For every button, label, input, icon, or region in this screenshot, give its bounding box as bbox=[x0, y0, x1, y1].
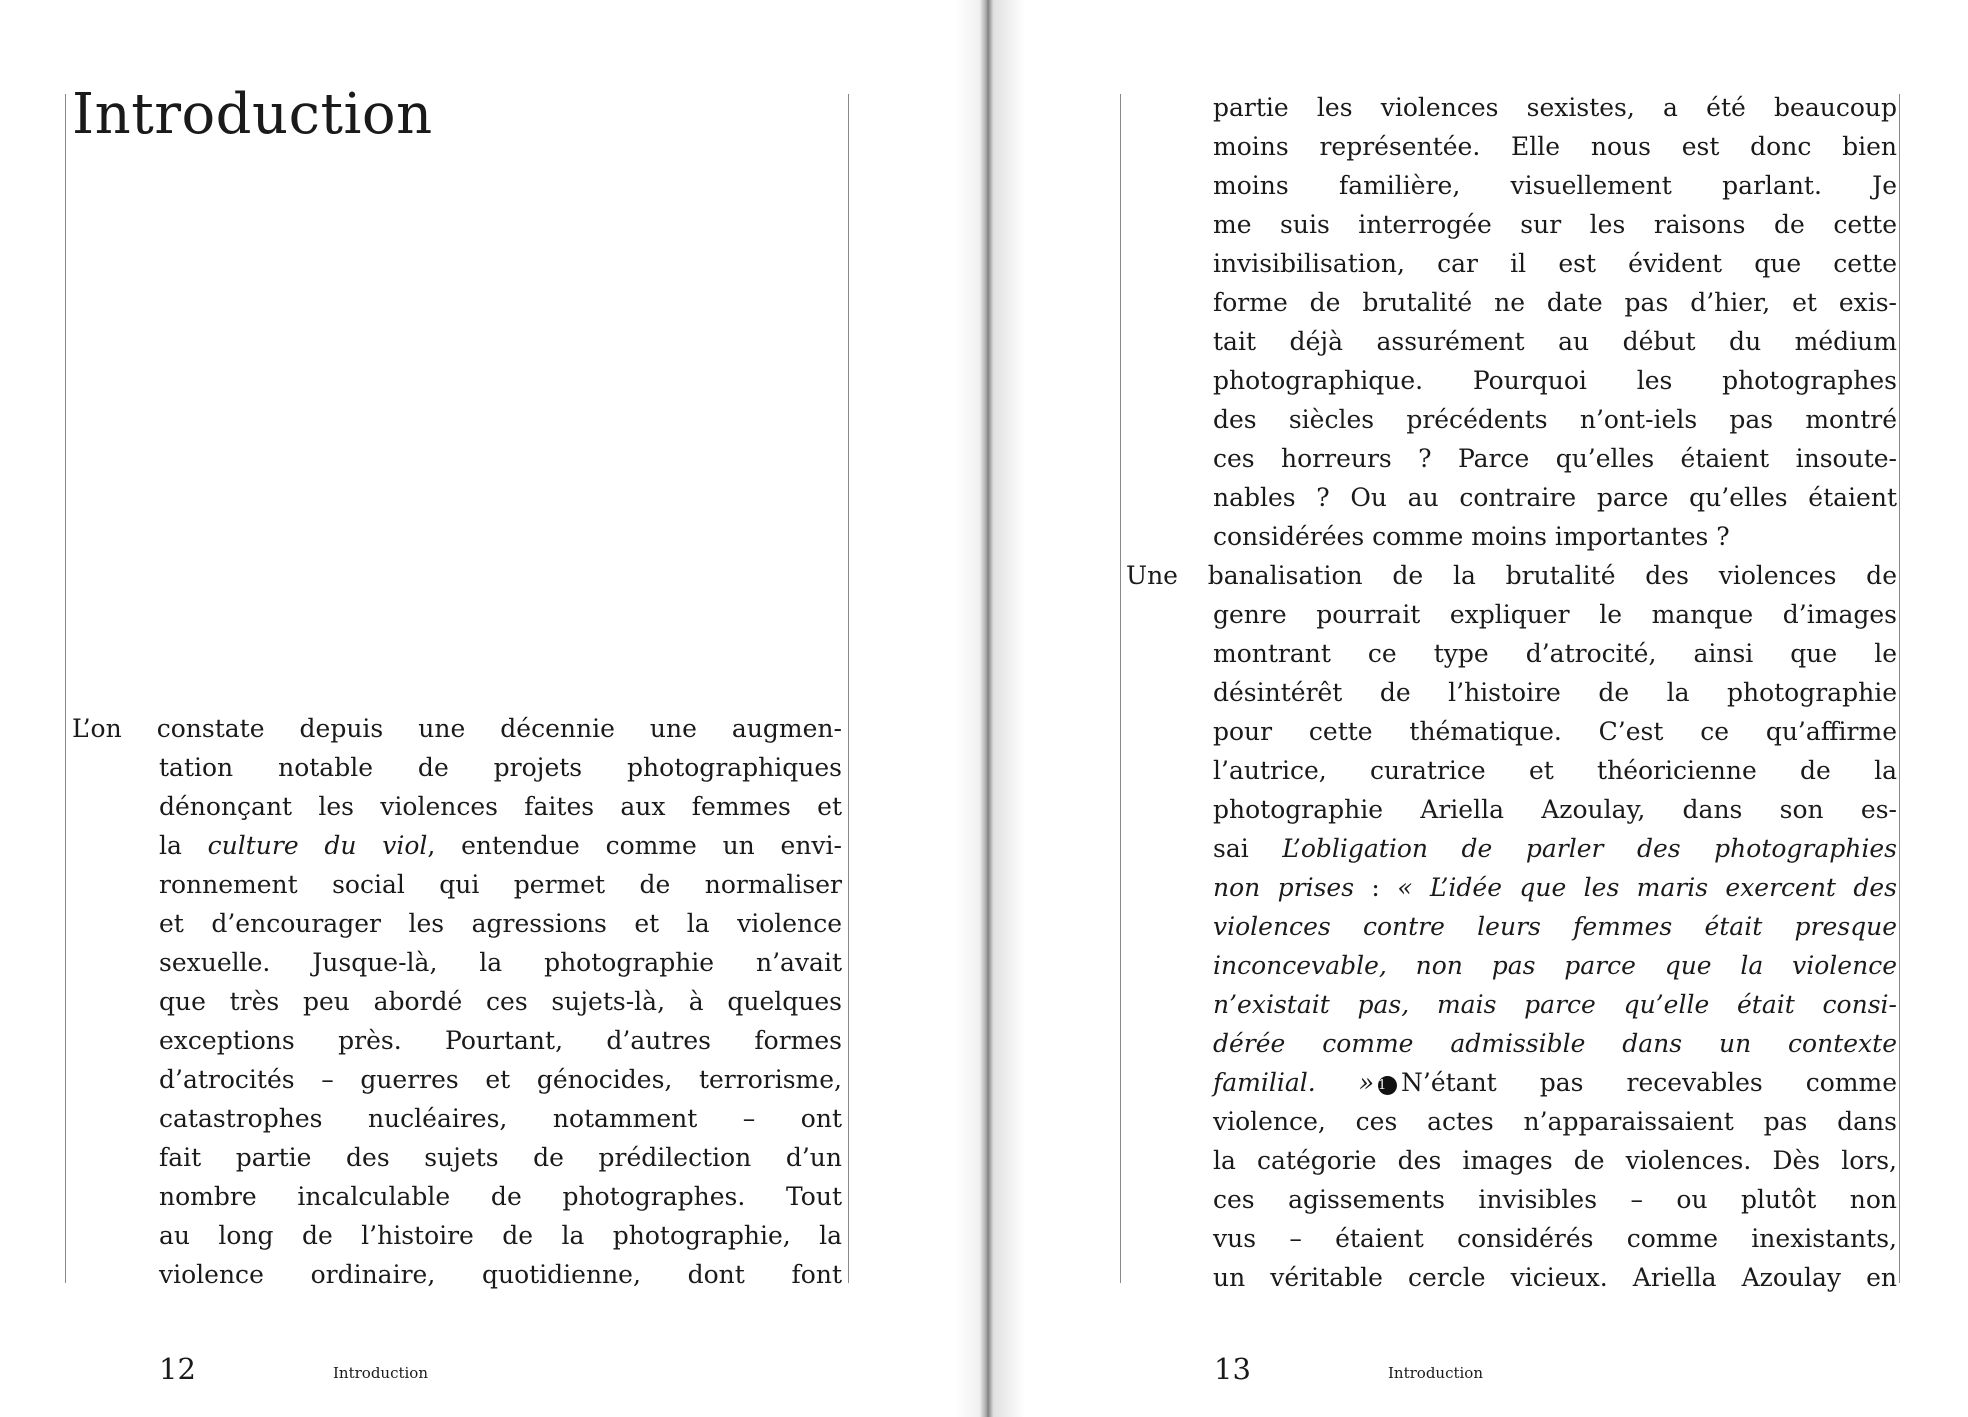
text-line bbox=[159, 865, 842, 904]
text-line bbox=[159, 748, 842, 787]
text-line bbox=[1213, 946, 1897, 985]
text-line bbox=[1213, 517, 1897, 556]
right-page-margin-rule-left bbox=[1120, 94, 1121, 1283]
text-line bbox=[1213, 829, 1897, 868]
text-segment: , entendue comme un envi- bbox=[427, 831, 842, 860]
text-line bbox=[159, 1216, 842, 1255]
text-segment: L’on constate depuis une décennie une augmen- bbox=[72, 714, 842, 743]
text-line bbox=[1213, 1180, 1897, 1219]
text-line bbox=[1213, 400, 1897, 439]
text-segment: un véritable cercle vicieux. Ariella Azoulay en bbox=[1213, 1263, 1897, 1292]
text-line bbox=[159, 1060, 842, 1099]
text-line bbox=[159, 826, 842, 865]
italic-text: inconcevable, non pas parce que la violence bbox=[1213, 951, 1897, 980]
text-line bbox=[159, 1021, 842, 1060]
text-line bbox=[159, 1099, 842, 1138]
text-segment: d’atrocités – guerres et génocides, terrorisme, bbox=[159, 1065, 842, 1094]
text-line bbox=[1213, 283, 1897, 322]
text-line bbox=[159, 982, 842, 1021]
italic-text: violences contre leurs femmes était presque bbox=[1213, 912, 1897, 941]
text-line bbox=[72, 709, 842, 748]
text-line bbox=[159, 787, 842, 826]
text-line bbox=[159, 943, 842, 982]
text-segment: vus – étaient considérés comme inexistants, bbox=[1213, 1224, 1897, 1253]
text-line bbox=[1213, 244, 1897, 283]
text-segment: photographique. Pourquoi les photographes bbox=[1213, 366, 1897, 395]
left-page-margin-rule-right bbox=[848, 94, 849, 1283]
text-segment: me suis interrogée sur les raisons de cette bbox=[1213, 210, 1897, 239]
italic-text: non prises bbox=[1213, 873, 1355, 902]
text-segment: la bbox=[159, 831, 208, 860]
text-line bbox=[1213, 322, 1897, 361]
text-segment: moins représentée. Elle nous est donc bien bbox=[1213, 132, 1897, 161]
text-segment: genre pourrait expliquer le manque d’images bbox=[1213, 600, 1897, 629]
text-line bbox=[1213, 712, 1897, 751]
text-line bbox=[1213, 1063, 1897, 1102]
text-line bbox=[159, 1255, 842, 1294]
text-segment: des siècles précédents n’ont-iels pas montré bbox=[1213, 405, 1897, 434]
text-line bbox=[159, 904, 842, 943]
text-segment: invisibilisation, car il est évident que cette bbox=[1213, 249, 1897, 278]
text-line bbox=[1213, 751, 1897, 790]
text-segment: partie les violences sexistes, a été beaucoup bbox=[1213, 93, 1897, 122]
text-segment: nables ? Ou au contraire parce qu’elles étaient bbox=[1213, 483, 1897, 512]
text-segment: la catégorie des images de violences. Dès lors, bbox=[1213, 1146, 1897, 1175]
text-segment: que très peu abordé ces sujets-là, à quelques bbox=[159, 987, 842, 1016]
text-segment: ronnement social qui permet de normaliser bbox=[159, 870, 842, 899]
text-line bbox=[159, 1138, 842, 1177]
italic-text: L’obligation de parler des photographies bbox=[1282, 834, 1897, 863]
text-segment: photographie Ariella Azoulay, dans son es- bbox=[1213, 795, 1897, 824]
text-segment: : bbox=[1354, 873, 1398, 902]
text-line bbox=[1213, 127, 1897, 166]
text-segment: exceptions près. Pourtant, d’autres formes bbox=[159, 1026, 842, 1055]
running-head-left: Introduction bbox=[333, 1364, 428, 1382]
text-segment: ces agissements invisibles – ou plutôt non bbox=[1213, 1185, 1897, 1214]
left-page-body-text bbox=[72, 709, 842, 1294]
text-line bbox=[1213, 868, 1897, 907]
right-page-body-text bbox=[1126, 88, 1897, 1297]
text-line bbox=[1213, 1102, 1897, 1141]
text-segment: sai bbox=[1213, 834, 1283, 863]
text-segment: violence, ces actes n’apparaissaient pas dans bbox=[1213, 1107, 1897, 1136]
text-segment: désintérêt de l’histoire de la photographie bbox=[1213, 678, 1897, 707]
text-line bbox=[1213, 439, 1897, 478]
text-line bbox=[1213, 1024, 1897, 1063]
text-segment: catastrophes nucléaires, notamment – ont bbox=[159, 1104, 842, 1133]
footnote-marker-icon: 1 bbox=[1378, 1076, 1397, 1095]
text-line bbox=[1213, 1258, 1897, 1297]
text-line bbox=[1213, 88, 1897, 127]
text-segment: forme de brutalité ne date pas d’hier, et exis- bbox=[1213, 288, 1897, 317]
text-line bbox=[159, 1177, 842, 1216]
running-head-right: Introduction bbox=[1388, 1364, 1483, 1382]
text-segment: considérées comme moins importantes ? bbox=[1213, 522, 1730, 551]
text-line bbox=[1213, 595, 1897, 634]
text-segment: sexuelle. Jusque-là, la photographie n’avait bbox=[159, 948, 842, 977]
italic-text: n’existait pas, mais parce qu’elle était consi- bbox=[1213, 990, 1897, 1019]
text-segment: au long de l’histoire de la photographie, la bbox=[159, 1221, 842, 1250]
page-number-left: 12 bbox=[159, 1352, 196, 1386]
text-line bbox=[1213, 166, 1897, 205]
text-line bbox=[1213, 907, 1897, 946]
text-segment: violence ordinaire, quotidienne, dont font bbox=[159, 1260, 842, 1289]
text-line bbox=[1213, 478, 1897, 517]
italic-text: « L’idée que les maris exercent des bbox=[1397, 873, 1897, 902]
text-segment: nombre incalculable de photographes. Tout bbox=[159, 1182, 842, 1211]
text-segment: moins familière, visuellement parlant. Je bbox=[1213, 171, 1897, 200]
text-line bbox=[1213, 634, 1897, 673]
text-segment: tation notable de projets photographiques bbox=[159, 753, 842, 782]
text-line bbox=[1213, 985, 1897, 1024]
text-segment: et d’encourager les agressions et la violence bbox=[159, 909, 842, 938]
text-segment: Une banalisation de la brutalité des violences de bbox=[1126, 561, 1897, 590]
chapter-title: Introduction bbox=[72, 82, 433, 147]
text-segment: l’autrice, curatrice et théoricienne de la bbox=[1213, 756, 1897, 785]
right-page-margin-rule-right bbox=[1899, 94, 1900, 1283]
italic-text: culture du viol bbox=[207, 831, 428, 860]
text-segment: pour cette thématique. C’est ce qu’affirme bbox=[1213, 717, 1897, 746]
text-line bbox=[1126, 556, 1897, 595]
text-segment: N’étant pas recevables comme bbox=[1401, 1068, 1897, 1097]
book-gutter-shadow bbox=[955, 0, 1025, 1417]
text-line bbox=[1213, 205, 1897, 244]
italic-text: familial. » bbox=[1213, 1068, 1375, 1097]
text-segment: montrant ce type d’atrocité, ainsi que le bbox=[1213, 639, 1897, 668]
text-line bbox=[1213, 1141, 1897, 1180]
text-segment: tait déjà assurément au début du médium bbox=[1213, 327, 1897, 356]
text-segment: dénonçant les violences faites aux femmes et bbox=[159, 792, 842, 821]
text-segment: fait partie des sujets de prédilection d’un bbox=[159, 1143, 842, 1172]
text-line bbox=[1213, 1219, 1897, 1258]
italic-text: dérée comme admissible dans un contexte bbox=[1213, 1029, 1897, 1058]
text-line bbox=[1213, 361, 1897, 400]
page-number-right: 13 bbox=[1214, 1352, 1251, 1386]
left-page-margin-rule-left bbox=[65, 94, 66, 1283]
text-line bbox=[1213, 790, 1897, 829]
text-segment: ces horreurs ? Parce qu’elles étaient insoute- bbox=[1213, 444, 1897, 473]
text-line bbox=[1213, 673, 1897, 712]
